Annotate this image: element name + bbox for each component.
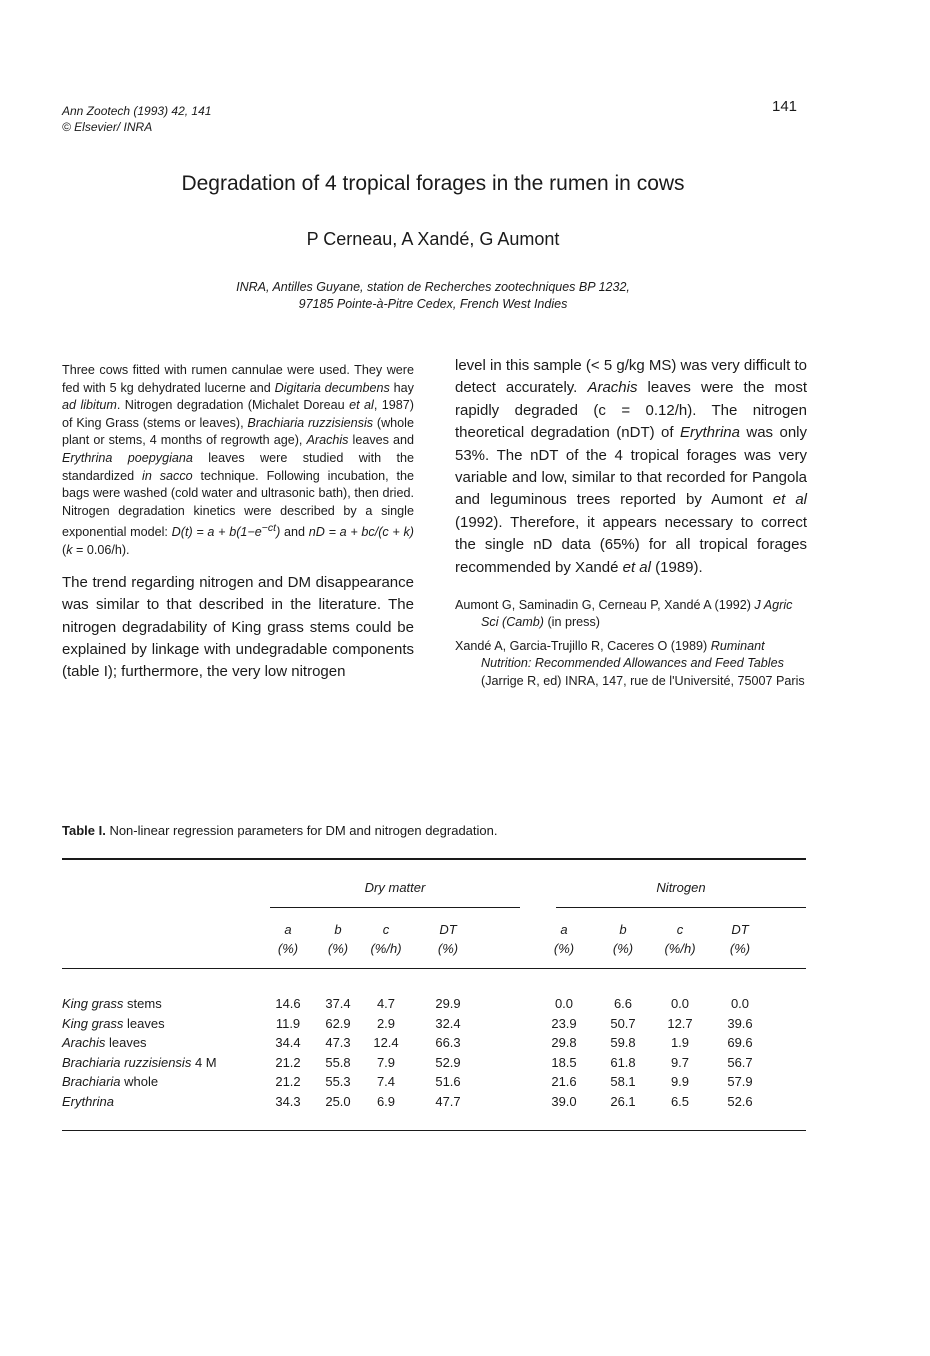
table-cell: 4.7 bbox=[376, 996, 396, 1011]
column-unit: (%) bbox=[729, 941, 751, 956]
table-cell: 62.9 bbox=[325, 1015, 351, 1031]
table-cell: 23.9 bbox=[551, 1015, 577, 1031]
column-unit: (%) bbox=[277, 941, 299, 956]
column-header bbox=[418, 920, 478, 958]
table-cell: 47.7 bbox=[435, 1094, 461, 1109]
table-cell: 14.6 bbox=[275, 996, 301, 1011]
table-cell: 51.6 bbox=[435, 1074, 461, 1090]
table-cell: 9.9 bbox=[670, 1074, 690, 1090]
column-symbol: c bbox=[676, 922, 684, 937]
column-symbol: DT bbox=[731, 922, 749, 937]
table-cell: 37.4 bbox=[325, 996, 351, 1011]
column-header bbox=[710, 920, 770, 958]
table-cell: 21.2 bbox=[275, 1074, 301, 1090]
column-unit: (%/h) bbox=[664, 941, 696, 956]
column-unit: (%) bbox=[553, 941, 575, 956]
table-bottom-rule bbox=[62, 1130, 806, 1131]
table-cell: 6.5 bbox=[670, 1094, 690, 1109]
column-symbol: DT bbox=[439, 922, 457, 937]
table-cell: 29.9 bbox=[435, 996, 461, 1011]
table-cell: 7.9 bbox=[376, 1054, 396, 1070]
references bbox=[455, 597, 807, 690]
results-paragraph-continued: level in this sample (< 5 g/kg MS) was very difficult to detect accurately. Arachis leaves were the most rapidly degraded (c = 0.12/h). The nitrogen theoretical degradation (nDT) of Erythrina was only 53%. The nDT of the 4 tropical forages was very variable and low, similar to that recorded for Pangola and leguminous trees reported by Aumont et al (1992). Therefore, it appears necessary to correct the single nD data (65%) for all tropical forages recommended by Xandé et al (1989). bbox=[455, 357, 808, 576]
row-label: Arachis leaves bbox=[62, 1035, 147, 1051]
reference-item: Aumont G, Saminadin G, Cerneau P, Xandé A (1992) J Agric Sci (Camb) (in press) bbox=[455, 598, 793, 630]
right-column bbox=[455, 355, 807, 696]
table-cell: 39.6 bbox=[727, 1015, 753, 1031]
table-cell: 61.8 bbox=[610, 1054, 636, 1070]
column-unit: (%) bbox=[327, 941, 349, 956]
table-cell: 9.7 bbox=[670, 1054, 690, 1070]
column-symbol: c bbox=[382, 922, 390, 937]
table-cell: 52.6 bbox=[727, 1094, 753, 1109]
paper-authors: P Cerneau, A Xandé, G Aumont bbox=[306, 229, 560, 249]
table-cell: 47.3 bbox=[325, 1035, 351, 1051]
journal-citation bbox=[62, 103, 211, 135]
column-unit: (%) bbox=[612, 941, 634, 956]
column-unit: (%) bbox=[437, 941, 459, 956]
table-cell: 2.9 bbox=[376, 1015, 396, 1031]
table-cell: 34.3 bbox=[275, 1094, 301, 1109]
journal-line-2: © Elsevier/ INRA bbox=[62, 120, 153, 134]
table-top-rule bbox=[62, 858, 806, 860]
nitrogen-rule bbox=[556, 907, 806, 908]
table-cell: 34.4 bbox=[275, 1035, 301, 1051]
table-caption: Table I. Non-linear regression parameters for DM and nitrogen degradation. bbox=[62, 823, 498, 838]
table-cell: 69.6 bbox=[727, 1035, 753, 1051]
table-cell: 56.7 bbox=[727, 1054, 753, 1070]
group-header-nitrogen: Nitrogen bbox=[656, 880, 706, 895]
affiliation-line-2: 97185 Pointe-à-Pitre Cedex, French West Indies bbox=[298, 297, 568, 311]
row-label: Brachiaria whole bbox=[62, 1074, 159, 1090]
table-cell: 55.8 bbox=[325, 1054, 351, 1070]
table-cell: 21.6 bbox=[551, 1074, 577, 1090]
column-symbol: b bbox=[334, 922, 342, 937]
row-label: King grass stems bbox=[62, 996, 162, 1011]
table-cell: 32.4 bbox=[435, 1015, 461, 1031]
table-cell: 1.9 bbox=[670, 1035, 690, 1051]
table-cell: 29.8 bbox=[551, 1035, 577, 1051]
page-number: 141 bbox=[772, 98, 798, 115]
table-cell: 11.9 bbox=[275, 1015, 301, 1031]
column-unit: (%/h) bbox=[370, 941, 402, 956]
table-cell: 6.9 bbox=[376, 1094, 396, 1109]
results-paragraph: The trend regarding nitrogen and DM disappearance was similar to that described in the literature. The nitrogen degradability of King grass stems could be explained by linkage with undegradable components (table I); furthermore, the very low nitrogen bbox=[62, 573, 414, 681]
table-cell: 12.4 bbox=[373, 1035, 399, 1051]
paper-title: Degradation of 4 tropical forages in the rumen in cows bbox=[181, 172, 685, 195]
table-cell: 21.2 bbox=[275, 1054, 301, 1070]
column-symbol: b bbox=[619, 922, 627, 937]
column-header bbox=[650, 920, 710, 958]
table-cell: 0.0 bbox=[730, 996, 750, 1011]
affiliation bbox=[0, 279, 866, 313]
table-cell: 7.4 bbox=[376, 1074, 396, 1090]
column-symbol: a bbox=[560, 922, 568, 937]
abstract-paragraph: Three cows fitted with rumen cannulae were used. They were fed with 5 kg dehydrated lucerne and Digitaria decumbens hay ad libitum. Nitrogen degradation (Michalet Doreau et al, 1987) of King Grass (stems or leaves), Brachiaria ruzzisiensis (whole plant or stems, 4 months of regrowth age), Arachis leaves and Erythrina poepygiana leaves were studied with the standardized in sacco technique. Following incubation, the bags were washed (cold water and ultrasonic bath), then dried. Nitrogen degradation kinetics were described by a single exponential model: $D(t) = a + b(1-e^{-ct})$ and nD = a + bc/(c + k) (k = 0.06/h). bbox=[62, 363, 414, 558]
row-label: King grass leaves bbox=[62, 1015, 165, 1031]
column-header bbox=[356, 920, 416, 958]
table-cell: 6.6 bbox=[613, 996, 633, 1011]
table-cell: 52.9 bbox=[435, 1054, 461, 1070]
table-cell: 59.8 bbox=[610, 1035, 636, 1051]
row-label: Erythrina bbox=[62, 1094, 115, 1109]
table-cell: 25.0 bbox=[325, 1094, 351, 1109]
header-bottom-rule bbox=[62, 968, 806, 969]
left-column bbox=[62, 362, 414, 684]
table-cell: 18.5 bbox=[551, 1054, 577, 1070]
journal-line-1: Ann Zootech (1993) 42, 141 bbox=[62, 104, 212, 118]
table-cell: 57.9 bbox=[727, 1074, 753, 1090]
table-cell: 66.3 bbox=[435, 1035, 461, 1051]
table-cell: 12.7 bbox=[667, 1015, 693, 1031]
table-cell: 26.1 bbox=[610, 1094, 636, 1109]
table-cell: 39.0 bbox=[551, 1094, 577, 1109]
model-formula: D(t) = a + b(1−e bbox=[171, 525, 262, 540]
column-symbol: a bbox=[284, 922, 292, 937]
affiliation-line-1: INRA, Antilles Guyane, station de Recherches zootechniques BP 1232, bbox=[236, 280, 630, 294]
table-cell: 50.7 bbox=[610, 1015, 636, 1031]
table-cell: 0.0 bbox=[670, 996, 690, 1011]
table-cell: 55.3 bbox=[325, 1074, 351, 1090]
dry-matter-rule bbox=[270, 907, 520, 908]
column-header bbox=[534, 920, 594, 958]
group-header-dry-matter: Dry matter bbox=[364, 880, 426, 895]
row-label: Brachiaria ruzzisiensis 4 M bbox=[62, 1054, 217, 1070]
table-cell: 58.1 bbox=[610, 1074, 636, 1090]
table-cell: 0.0 bbox=[554, 996, 574, 1011]
reference-item: Xandé A, Garcia-Trujillo R, Caceres O (1989) Ruminant Nutrition: Recommended Allowances and Feed Tables (Jarrige R, ed) INRA, 147, rue de l'Université, 75007 Paris bbox=[455, 638, 805, 688]
nd-formula: nD = a + bc/(c + k) bbox=[308, 525, 414, 540]
column-header bbox=[593, 920, 653, 958]
